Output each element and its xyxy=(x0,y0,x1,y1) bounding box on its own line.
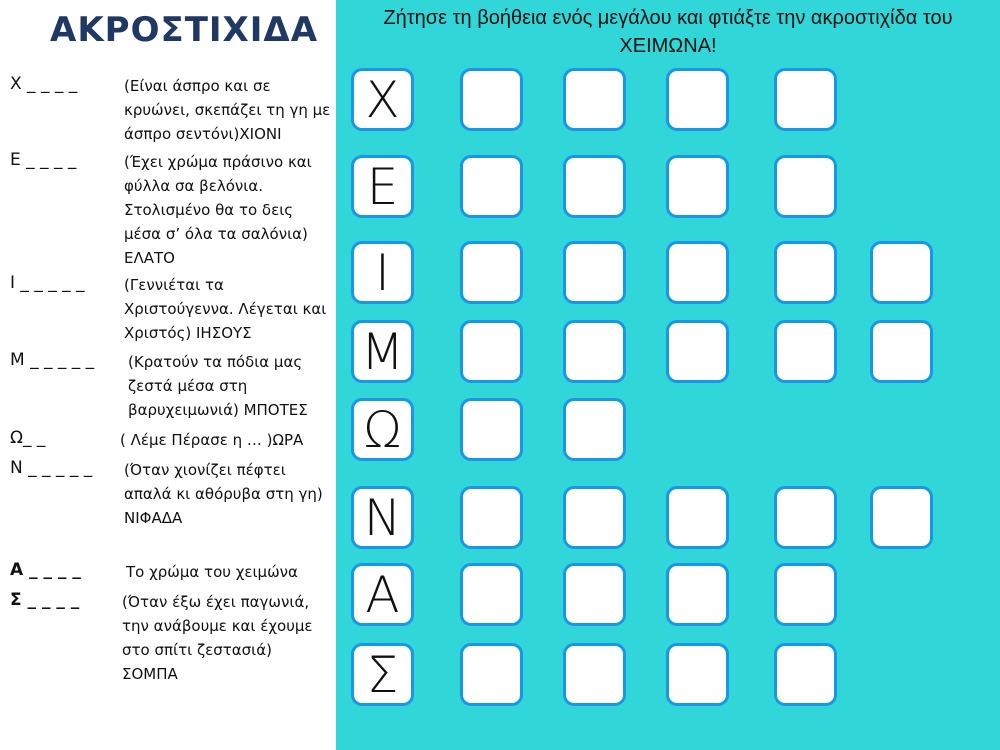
acrostic-letter-cell: Σ xyxy=(351,643,414,706)
answer-input[interactable] xyxy=(465,492,519,544)
answer-input[interactable] xyxy=(568,492,622,544)
clue-panel xyxy=(0,0,336,750)
answer-cell[interactable] xyxy=(774,241,837,304)
clue-text: (Έχει χρώμα πράσινο και φύλλα σα βελόνια. Στολισμένο θα το δεις μέσα σ’ όλα τα σαλόνια) ΕΛΑΤΟ xyxy=(124,153,312,267)
acrostic-letter-cell: Ω xyxy=(351,398,414,461)
answer-cell[interactable] xyxy=(666,241,729,304)
answer-input[interactable] xyxy=(465,247,519,299)
clue-item xyxy=(0,273,336,348)
answer-input[interactable] xyxy=(671,247,725,299)
answer-input[interactable] xyxy=(671,326,725,378)
answer-input[interactable] xyxy=(875,492,929,544)
answer-input[interactable] xyxy=(465,404,519,456)
answer-cell[interactable] xyxy=(666,320,729,383)
page-title: ΑΚΡΟΣΤΙΧΙΔΑ xyxy=(50,10,319,50)
acrostic-letter-cell: Ι xyxy=(351,241,414,304)
answer-input[interactable] xyxy=(671,649,725,701)
answer-cell[interactable] xyxy=(666,563,729,626)
answer-cell[interactable] xyxy=(563,155,626,218)
answer-input[interactable] xyxy=(779,74,833,126)
answer-cell[interactable] xyxy=(774,563,837,626)
answer-input[interactable] xyxy=(671,161,725,213)
clue-prefix: Α _ _ _ _ xyxy=(10,560,81,580)
answer-input[interactable] xyxy=(671,74,725,126)
answer-cell[interactable] xyxy=(563,398,626,461)
answer-input[interactable] xyxy=(875,247,929,299)
clue-text: (Είναι άσπρο και σε κρυώνει, σκεπάζει τη γη με άσπρο σεντόνι)ΧΙΟΝΙ xyxy=(124,77,331,143)
clue-prefix: Ω_ _ xyxy=(10,428,46,448)
clue-prefix: Ε _ _ _ _ xyxy=(10,150,77,170)
answer-cell[interactable] xyxy=(666,155,729,218)
answer-cell[interactable] xyxy=(563,68,626,131)
answer-input[interactable] xyxy=(568,404,622,456)
answer-cell[interactable] xyxy=(563,320,626,383)
answer-cell[interactable] xyxy=(460,241,523,304)
acrostic-letter-cell: Χ xyxy=(351,68,414,131)
clue-item xyxy=(0,350,336,425)
acrostic-letter-cell: Μ xyxy=(351,320,414,383)
answer-cell[interactable] xyxy=(774,68,837,131)
answer-input[interactable] xyxy=(465,649,519,701)
instruction-line-2: ΧΕΙΜΩΝΑ! xyxy=(619,35,717,57)
answer-input[interactable] xyxy=(875,326,929,378)
clue-prefix: Μ _ _ _ _ _ xyxy=(10,350,95,370)
clue-prefix: Ι _ _ _ _ _ xyxy=(10,273,85,293)
answer-input[interactable] xyxy=(779,492,833,544)
answer-cell[interactable] xyxy=(666,68,729,131)
answer-input[interactable] xyxy=(779,569,833,621)
answer-cell[interactable] xyxy=(460,643,523,706)
acrostic-letter-cell: Α xyxy=(351,563,414,626)
answer-cell[interactable] xyxy=(460,155,523,218)
answer-cell[interactable] xyxy=(563,643,626,706)
acrostic-letter-cell: Ε xyxy=(351,155,414,218)
clue-text: Το χρώμα του χειμώνα xyxy=(126,563,298,581)
answer-cell[interactable] xyxy=(870,320,933,383)
answer-cell[interactable] xyxy=(774,643,837,706)
clue-item xyxy=(0,150,336,270)
clue-prefix: Χ _ _ _ _ xyxy=(10,74,78,94)
answer-input[interactable] xyxy=(779,161,833,213)
answer-input[interactable] xyxy=(568,649,622,701)
answer-cell[interactable] xyxy=(563,563,626,626)
answer-cell[interactable] xyxy=(666,643,729,706)
answer-cell[interactable] xyxy=(460,563,523,626)
answer-cell[interactable] xyxy=(774,486,837,549)
puzzle-panel xyxy=(336,0,1000,750)
answer-input[interactable] xyxy=(671,492,725,544)
clue-text: (Όταν έξω έχει παγωνιά, την ανάβουμε και έχουμε στο σπίτι ζεστασιά) ΣΟΜΠΑ xyxy=(122,593,313,683)
answer-input[interactable] xyxy=(568,247,622,299)
instruction-text xyxy=(336,4,1000,60)
answer-cell[interactable] xyxy=(460,68,523,131)
answer-cell[interactable] xyxy=(774,155,837,218)
clue-text: ( Λέμε Πέρασε η … )ΩΡΑ xyxy=(120,431,304,449)
acrostic-letter-cell: Ν xyxy=(351,486,414,549)
answer-input[interactable] xyxy=(568,161,622,213)
clue-item xyxy=(0,560,336,588)
answer-input[interactable] xyxy=(779,247,833,299)
answer-input[interactable] xyxy=(568,569,622,621)
answer-input[interactable] xyxy=(568,326,622,378)
clue-item xyxy=(0,590,336,690)
answer-input[interactable] xyxy=(465,161,519,213)
instruction-line-1: Ζήτησε τη βοήθεια ενός μεγάλου και φτιάξτε την ακροστιχίδα του xyxy=(383,7,953,29)
answer-cell[interactable] xyxy=(563,241,626,304)
answer-cell[interactable] xyxy=(460,486,523,549)
answer-input[interactable] xyxy=(671,569,725,621)
answer-input[interactable] xyxy=(779,326,833,378)
answer-input[interactable] xyxy=(465,326,519,378)
clue-item xyxy=(0,458,336,533)
clue-item xyxy=(0,74,336,149)
answer-cell[interactable] xyxy=(870,241,933,304)
clue-item xyxy=(0,428,336,456)
clue-text: (Γεννιέται τα Χριστούγεννα. Λέγεται και Χριστός) ΙΗΣΟΥΣ xyxy=(124,276,327,342)
clue-text: (Όταν χιονίζει πέφτει απαλά κι αθόρυβα στη γη) ΝΙΦΑΔΑ xyxy=(124,461,323,527)
clue-prefix: Σ _ _ _ _ xyxy=(10,590,80,610)
answer-input[interactable] xyxy=(465,569,519,621)
answer-cell[interactable] xyxy=(666,486,729,549)
answer-cell[interactable] xyxy=(774,320,837,383)
answer-input[interactable] xyxy=(465,74,519,126)
answer-cell[interactable] xyxy=(460,398,523,461)
answer-cell[interactable] xyxy=(460,320,523,383)
clue-prefix: Ν _ _ _ _ _ xyxy=(10,458,93,478)
answer-cell[interactable] xyxy=(870,486,933,549)
clue-text: (Κρατούν τα πόδια μας ζεστά μέσα στη βαρυχειμωνιά) ΜΠΟΤΕΣ xyxy=(128,353,308,419)
answer-input[interactable] xyxy=(568,74,622,126)
answer-cell[interactable] xyxy=(563,486,626,549)
answer-input[interactable] xyxy=(779,649,833,701)
